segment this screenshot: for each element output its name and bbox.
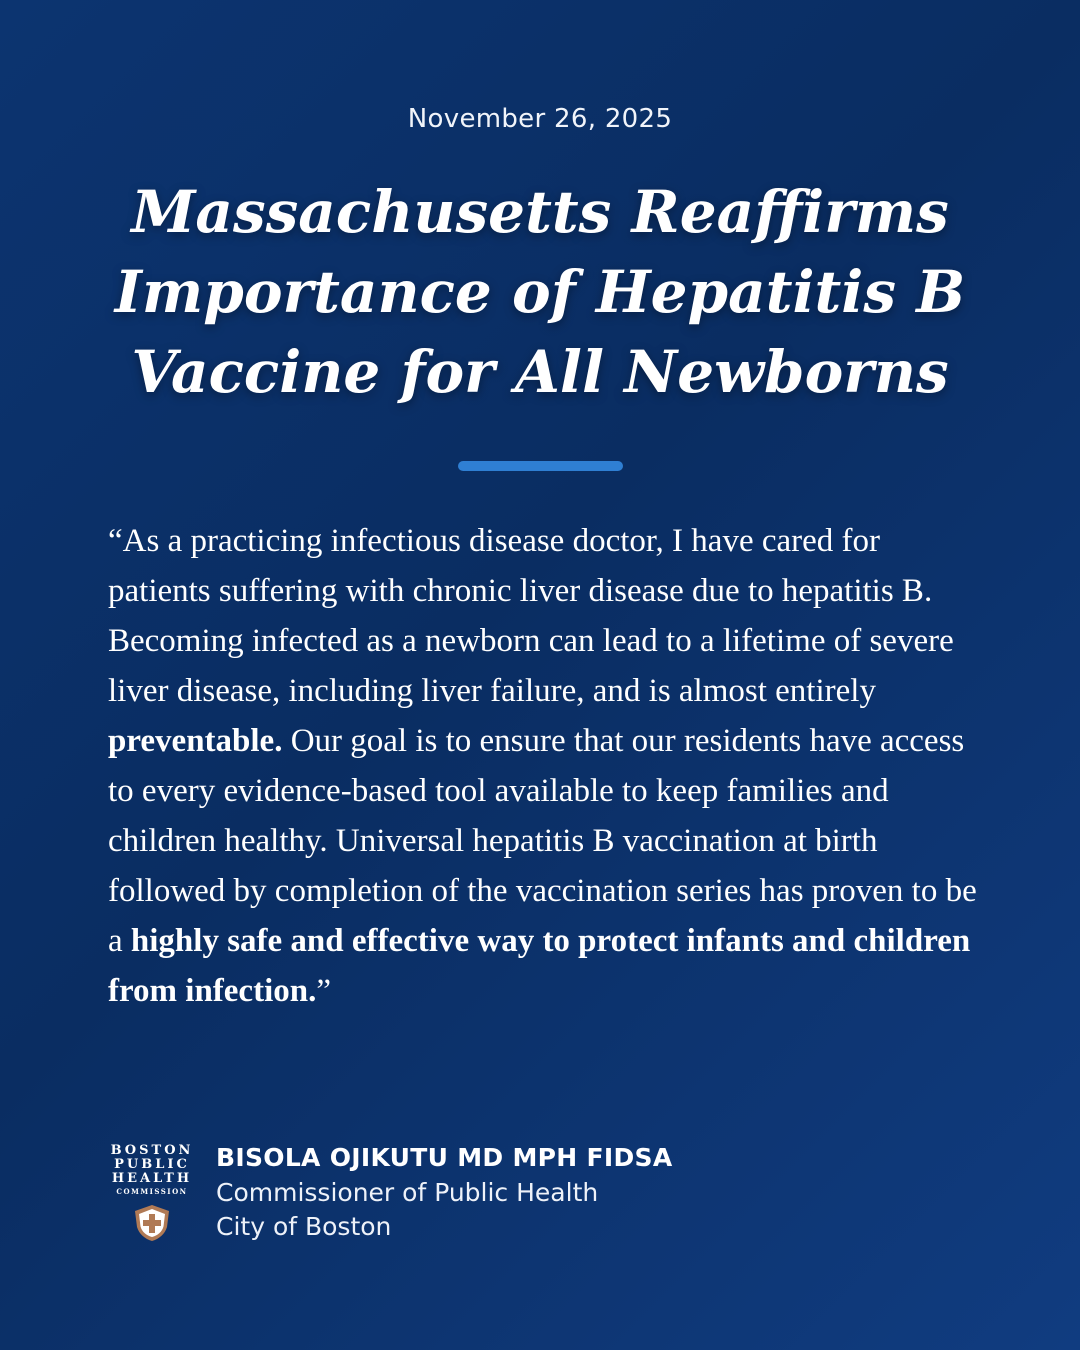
- speaker-name: BISOLA OJIKUTU MD MPH FIDSA: [216, 1143, 673, 1172]
- speaker-role: Commissioner of Public Health: [216, 1178, 599, 1207]
- headline-line-2: Importance of Hepatitis B: [114, 258, 966, 326]
- post-date: November 26, 2025: [407, 104, 673, 134]
- headline-line-3: Vaccine for All Newborns: [131, 338, 949, 406]
- quote-bold-safe-effective: highly safe and effective way to protect infants and children from infection.: [108, 923, 971, 1009]
- shield-cross-icon: [132, 1203, 172, 1243]
- headline: [60, 172, 1020, 412]
- headline-line-1: Massachusetts Reaffirms: [131, 178, 949, 246]
- quote-bold-preventable: preventable.: [108, 723, 283, 759]
- quote-part-3: ”: [316, 973, 332, 1009]
- bphc-logo: [108, 1144, 196, 1243]
- speaker-city: City of Boston: [216, 1212, 392, 1241]
- logo-line-commission: COMMISSION: [116, 1187, 188, 1196]
- quote-part-2: Our goal is to ensure that our residents have access to every evidence-based tool available to keep families and children healthy. Universal hepatitis B vaccination at birth followed by completion of the vaccination series has proven to be a: [108, 723, 977, 959]
- logo-line-public: PUBLIC: [114, 1157, 190, 1172]
- quote-text: [108, 516, 988, 1016]
- logo-line-health: HEALTH: [111, 1171, 193, 1186]
- title-divider: [458, 461, 623, 471]
- logo-line-boston: BOSTON: [110, 1143, 194, 1158]
- attribution: [216, 1140, 976, 1244]
- quote-part-1: “As a practicing infectious disease doctor, I have cared for patients suffering with chronic liver disease due to hepatitis B. Becoming infected as a newborn can lead to a lifetime of severe liver disease, including liver failure, and is almost entirely: [108, 523, 954, 709]
